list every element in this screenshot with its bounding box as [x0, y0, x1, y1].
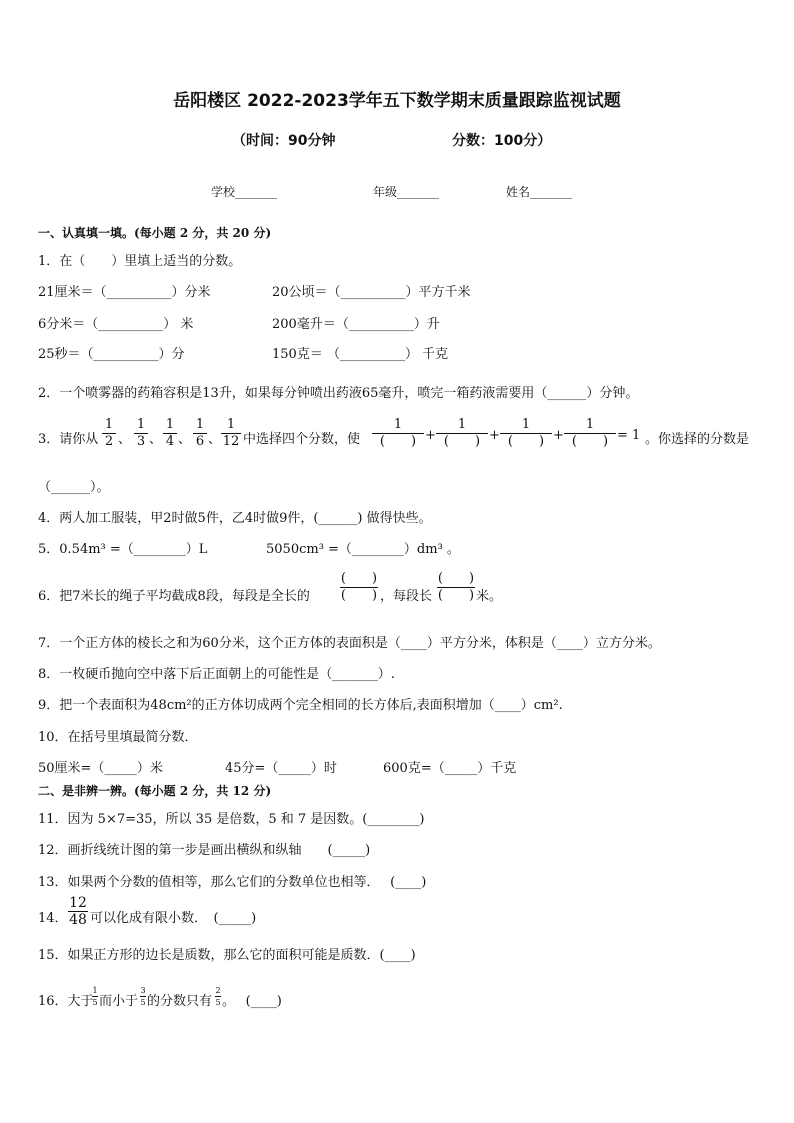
- question-12: 12．画折线统计图的第一步是画出横纵和纵轴 (_____): [38, 843, 371, 858]
- question-5a: 5．0.54m³ =（________）L: [38, 542, 208, 557]
- question-1-item: 6分米＝（__________） 米: [38, 317, 194, 332]
- fraction: 1 3: [134, 418, 148, 449]
- question-5b: 5050cm³ =（________）dm³ 。: [266, 542, 460, 557]
- question-11: 11．因为 5×7=35，所以 35 是倍数，5 和 7 是因数。(________): [38, 812, 425, 827]
- question-10-stem: 10．在括号里填最简分数．: [38, 730, 198, 745]
- plus-sign: +: [553, 428, 564, 443]
- fraction: 1 6: [193, 418, 207, 449]
- fraction-blank: ( ) ( ): [437, 571, 475, 603]
- question-6-tail: 米。: [476, 589, 503, 604]
- question-1-item: 150克＝ （__________） 千克: [272, 347, 449, 362]
- name-field: 姓名_______: [506, 185, 573, 199]
- separator: 、: [178, 432, 192, 447]
- question-13: 13．如果两个分数的值相等，那么它们的分数单位也相等． (____): [38, 875, 427, 890]
- question-10-item: 600克=（_____）千克: [383, 761, 517, 776]
- school-field: 学校_______: [211, 185, 278, 199]
- question-15: 15．如果正方形的边长是质数，那么它的面积可能是质数．(____): [38, 948, 416, 963]
- separator: 、: [208, 432, 222, 447]
- question-16-tail: 。 (____): [222, 994, 282, 1009]
- section-1-heading: 一、认真填一填。(每小题 2 分，共 20 分): [38, 226, 272, 240]
- question-7: 7．一个正方体的棱长之和为60分米，这个正方体的表面积是（____）平方分米，体积是（____）立方分米。: [38, 636, 661, 651]
- separator: 、: [118, 432, 132, 447]
- question-1-item: 21厘米＝（__________）分米: [38, 285, 211, 300]
- question-10-item: 50厘米=（_____）米: [38, 761, 163, 776]
- question-6-lead: 6．把7米长的绳子平均截成8段，每段是全长的: [38, 589, 310, 604]
- question-1-stem: 1．在（ ）里填上适当的分数。: [38, 254, 242, 269]
- question-1-item: 20公顷＝（__________）平方千米: [272, 285, 471, 300]
- question-3-lead: 3．请你从: [38, 432, 99, 447]
- fraction-blank: 1 ( ): [436, 418, 488, 449]
- question-9: 9．把一个表面积为48cm²的正方体切成两个完全相同的长方体后,表面积增加（____）cm².: [38, 698, 563, 713]
- question-10-item: 45分=（_____）时: [225, 761, 337, 776]
- question-16-lead: 16．大于: [38, 994, 94, 1009]
- fraction: 1 12: [222, 417, 240, 449]
- exam-score: 分数：100分）: [452, 133, 552, 149]
- fraction: 1 2: [102, 418, 116, 449]
- question-16-mid: 而小于: [99, 994, 139, 1009]
- question-3-tail: 。你选择的分数是: [645, 432, 750, 447]
- fraction-blank: 1 ( ): [500, 418, 552, 449]
- plus-sign: +: [489, 428, 500, 443]
- question-3-answer: （______）。: [38, 480, 110, 495]
- question-2: 2．一个喷雾器的药箱容积是13升，如果每分钟喷出药液65毫升，喷完一箱药液需要用（______）分钟。: [38, 386, 639, 401]
- question-3-mid: 中选择四个分数，使: [243, 432, 361, 447]
- question-1-item: 25秒＝（__________）分: [38, 347, 185, 362]
- question-8: 8．一枚硬币抛向空中落下后正面朝上的可能性是（_______）.: [38, 667, 395, 682]
- question-1-item: 200毫升＝（__________）升: [272, 317, 440, 332]
- fraction: 2 5: [215, 986, 221, 1007]
- question-4: 4．两人加工服装，甲2时做5件，乙4时做9件，(______) 做得快些。: [38, 511, 432, 526]
- fraction-blank: 1 ( ): [564, 418, 616, 449]
- plus-sign: +: [425, 428, 436, 443]
- equals-one: = 1: [617, 428, 641, 443]
- section-2-heading: 二、是非辨一辨。(每小题 2 分，共 12 分): [38, 784, 272, 798]
- separator: 、: [149, 432, 163, 447]
- grade-field: 年级_______: [373, 185, 440, 199]
- fraction: 12 48: [69, 895, 87, 928]
- question-6-mid: ，每段长: [380, 589, 433, 604]
- fraction: 3 5: [140, 986, 146, 1007]
- exam-time: （时间：90分钟: [232, 133, 336, 149]
- fraction-blank: 1 ( ): [372, 418, 424, 449]
- question-14-tail: 可以化成有限小数． (_____): [90, 911, 257, 926]
- question-14-lead: 14．: [38, 911, 68, 926]
- page-title: 岳阳楼区 2022-2023学年五下数学期末质量跟踪监视试题: [173, 91, 621, 111]
- fraction: 1 5: [92, 986, 98, 1007]
- fraction: 1 4: [163, 418, 177, 449]
- fraction-blank: ( ) ( ): [340, 571, 378, 603]
- question-16-mid2: 的分数只有: [147, 994, 213, 1009]
